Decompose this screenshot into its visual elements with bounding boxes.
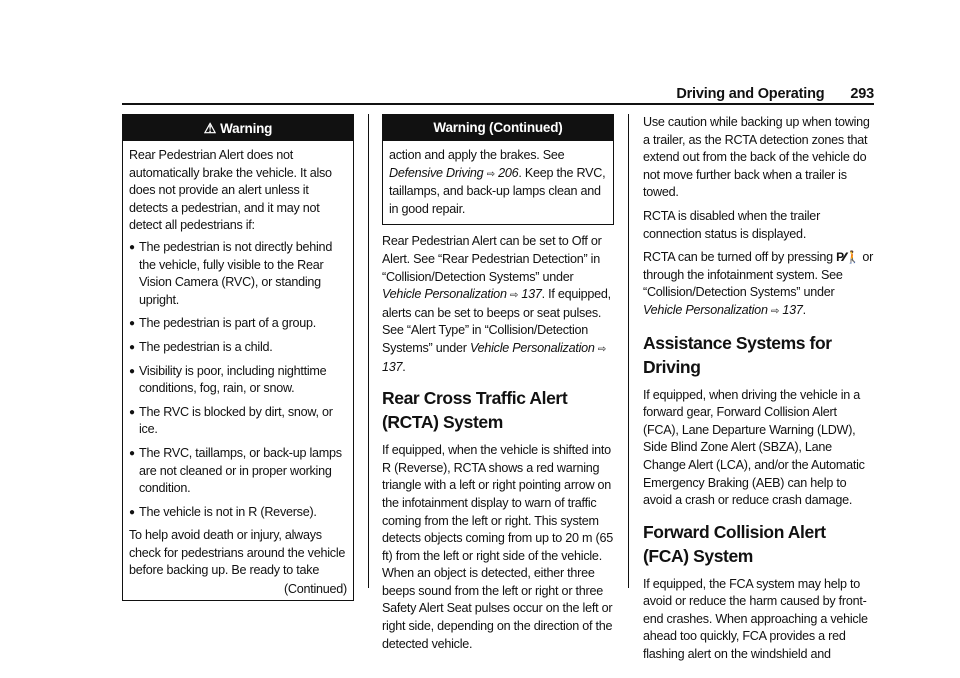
bullet-icon: ● — [129, 365, 135, 377]
section-heading: Forward Collision Alert (FCA) System — [643, 521, 826, 566]
warning-intro: Rear Pedestrian Alert does not automatically brake the vehicle. It also does not provide an alert unless it detects a pedestrian, and it may not detect all pedestrians if: — [129, 148, 332, 233]
bullet-icon: ● — [129, 447, 135, 459]
paragraph: If equipped, when driving the vehicle in a forward gear, Forward Collision Alert (FCA), Lane Departure Warning (LDW), Side Blind Zone Alert (SBZA), Lane Change Alert (LCA), and/or the Automatic Emergency Braking (AEB) can help to avoid a crash or reduce crash damage. — [643, 387, 865, 508]
bullet-item: ● The RVC is blocked by dirt, snow, or ice. — [129, 404, 347, 439]
column-divider — [628, 114, 629, 588]
section-heading: Rear Cross Traffic Alert (RCTA) System — [382, 388, 568, 433]
warning-header — [123, 115, 353, 141]
column-2 — [382, 114, 614, 659]
bullet-icon: ● — [129, 506, 135, 518]
running-head — [676, 86, 874, 102]
bullet-icon: ● — [129, 318, 135, 330]
continued-label: (Continued) — [283, 582, 347, 597]
section-heading: Assistance Systems for Driving — [643, 332, 832, 377]
bullet-icon: ● — [129, 341, 135, 353]
column-divider — [368, 114, 369, 588]
paragraph: RCTA is disabled when the trailer connection status is displayed. — [643, 208, 821, 241]
link-defensive-driving[interactable]: Defensive Driving — [389, 165, 484, 180]
section-title: Driving and Operating — [676, 86, 825, 102]
link-vehicle-personalization[interactable]: Vehicle Personalization — [643, 302, 768, 317]
bullet-item: ● The RVC, taillamps, or back-up lamps are not cleaned or in proper working condition. — [129, 445, 347, 498]
warning-box — [122, 114, 354, 601]
link-vehicle-personalization[interactable]: Vehicle Personalization — [469, 340, 595, 355]
paragraph: If equipped, when the vehicle is shifted into R (Reverse), RCTA shows a red warning triangle with a left or right pointing arrow on the infotainment display to warn of traffic coming from the left or right. This system detects objects coming from up to 20 m (65 ft) from the left or right side of the vehicle. When an object is detected, either three beeps sound from the left or right or three Safety Alert Seat pulses occur on the left or right side, depending on the direction of the detected vehicle. — [382, 443, 613, 651]
warning-title: Warning — [220, 121, 273, 136]
bullet-item: ● Visibility is poor, including nighttime conditions, fog, rain, or snow. — [129, 363, 347, 398]
warning-box-continued — [382, 114, 614, 225]
paragraph: Use caution while backing up when towing a trailer, as the RCTA detection zones that extend out from the back of the vehicle do not move further back when a trailer is towed. — [643, 115, 870, 200]
header-rule — [122, 103, 874, 105]
bullet-icon: ● — [129, 241, 135, 253]
bullet-item: ● The pedestrian is not directly behind the vehicle, fully visible to the Rear Vision Camera (RVC), or standing upright. — [129, 239, 347, 309]
page-number: 293 — [850, 86, 874, 102]
warning-header: Warning (Continued) — [383, 115, 613, 141]
paragraph: Rear Pedestrian Alert can be set to Off or Alert. See “Rear Pedestrian Detection” in “Collision/Detection Systems” under Vehicle Personalization ⇨ 137. If equipped, alerts can be set to beeps or seat pulses. See “Alert Type” in “Collision/Detection Systems” under Vehicle Personalization ⇨ 137. — [382, 234, 611, 374]
bullet-item: ● The vehicle is not in R (Reverse). — [129, 504, 347, 522]
page-ref-arrow-icon: ⇨ — [486, 168, 495, 180]
warning-after: To help avoid death or injury, always check for pedestrians around the vehicle before backing up. Be ready to take — [129, 528, 346, 578]
park-assist-button-icon: P⁄⁄🚶 — [836, 250, 860, 265]
page-ref-arrow-icon: ⇨ — [597, 343, 607, 355]
link-vehicle-personalization[interactable]: Vehicle Personalization — [382, 287, 507, 302]
column-3 — [643, 114, 875, 670]
warning-body — [383, 141, 613, 224]
column-1 — [122, 114, 354, 609]
paragraph: RCTA can be turned off by pressing P⁄⁄🚶 or through the infotainment system. See “Collision/Detection Systems” under Vehicle Personalization ⇨ 137. — [643, 250, 874, 317]
bullet-icon: ● — [129, 406, 135, 418]
bullet-item: ● The pedestrian is part of a group. — [129, 315, 347, 333]
warning-text: action and apply the brakes. See Defensive Driving ⇨ 206. Keep the RVC, taillamps, and back-up lamps clean and in good repair. — [389, 148, 606, 216]
page-ref-arrow-icon: ⇨ — [770, 305, 780, 317]
warning-triangle-icon: ⚠ — [203, 120, 217, 136]
bullet-item: ● The pedestrian is a child. — [129, 339, 347, 357]
warning-body — [123, 141, 353, 600]
paragraph: If equipped, the FCA system may help to avoid or reduce the harm caused by front-end crashes. When approaching a vehicle ahead too quickly, FCA provides a red flashing alert on the windshield and — [643, 576, 868, 662]
page-ref-arrow-icon: ⇨ — [509, 290, 519, 302]
